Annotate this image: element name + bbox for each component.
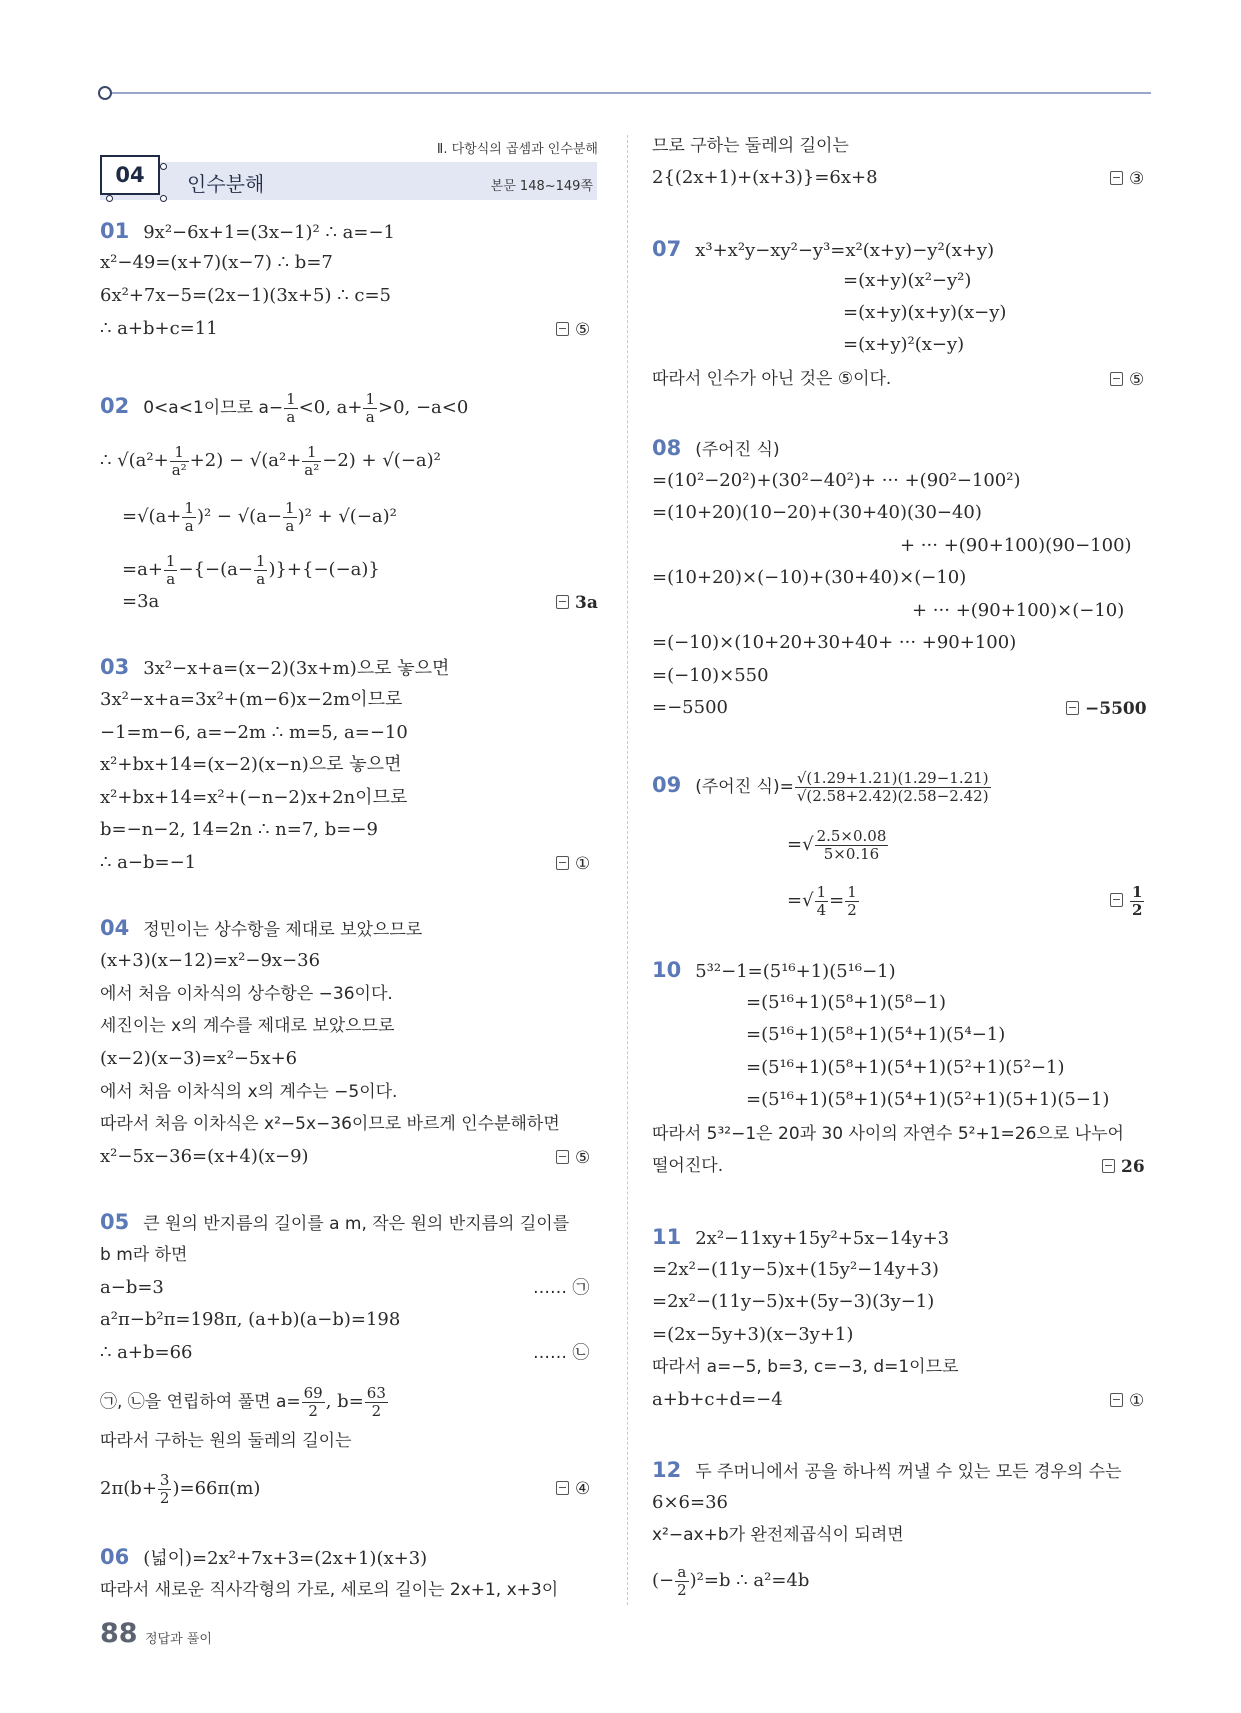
problem-10-line-2: =(5¹⁶+1)(5⁸+1)(5⁸−1)	[746, 992, 947, 1013]
problem-01-line-3: 6x²+7x−5=(2x−1)(3x+5) ∴ c=5	[100, 285, 391, 306]
problem-07-line-5: 따라서 인수가 아닌 것은 ⑤이다.	[652, 369, 892, 389]
problem-12-line-3: x²−ax+b가 완전제곱식이 되려면	[652, 1525, 904, 1545]
problem-02-answer: 3a	[556, 591, 598, 615]
problem-05-line-6: ㉠, ㉡을 연립하여 풀면 a= $\frac{69}{2}$ , b= $\frac{63}{2}$	[100, 1384, 386, 1420]
problem-10-line-3: =(5¹⁶+1)(5⁸+1)(5⁴+1)(5⁴−1)	[746, 1024, 1006, 1045]
problem-09-line-2: =√ $\frac{2.5\times 0.08}{5\times 0.16}$	[787, 827, 887, 863]
section-number-dot	[160, 163, 167, 170]
problem-01-line-1: 01 9x²−6x+1=(3x−1)² ∴ a=−1	[100, 219, 395, 243]
problem-05-line-1: 05 큰 원의 반지름의 길이를 a m, 작은 원의 반지름의 길이를	[100, 1210, 570, 1234]
problem-05-line-4: a²π−b²π=198π, (a+b)(a−b)=198	[100, 1309, 401, 1330]
answer-icon	[556, 1150, 569, 1164]
problem-05-line-5: ∴ a+b=66	[100, 1342, 193, 1363]
answer-icon	[1110, 171, 1123, 185]
problem-01-line-2: x²−49=(x+7)(x−7) ∴ b=7	[100, 252, 333, 273]
answer-icon	[1110, 1393, 1123, 1407]
problem-06-line-2: 따라서 새로운 직사각형의 가로, 세로의 길이는 2x+1, x+3이	[100, 1580, 559, 1600]
problem-03-answer: ①	[556, 852, 590, 876]
problem-05-line-3: a−b=3	[100, 1277, 164, 1298]
problem-01-line-4: ∴ a+b+c=11	[100, 318, 218, 339]
chapter-title: Ⅱ. 다항식의 곱셈과 인수분해	[436, 142, 598, 157]
problem-04-line-8: x²−5x−36=(x+4)(x−9)	[100, 1146, 309, 1167]
problem-09-answer: $\frac{1}{2}$	[1110, 884, 1145, 918]
answer-icon	[556, 595, 569, 609]
problem-08-line-2: =(10²−20²)+(30²−40²)+ ··· +(90²−100²)	[652, 470, 1021, 491]
problem-11-line-2: =2x²−(11y−5)x+(15y²−14y+3)	[652, 1259, 939, 1280]
problem-05-line-7: 따라서 구하는 원의 둘레의 길이는	[100, 1431, 352, 1451]
problem-07-line-3: =(x+y)(x+y)(x−y)	[843, 302, 1007, 323]
problem-11-line-6: a+b+c+d=−4	[652, 1389, 783, 1410]
problem-09-line-3: =√ $\frac{1}{4}$ = $\frac{1}{2}$	[787, 883, 857, 919]
problem-02-line-1: 02 0<a<1이므로 a− $\frac{1}{a}$ <0, a+ $\frac{1}{a}$ >0, −a<0	[100, 390, 469, 426]
section-title: 인수분해	[187, 172, 265, 196]
answer-icon	[1110, 372, 1123, 386]
answer-icon	[556, 1481, 569, 1495]
problem-06-line-1: 06 (넓이)=2x²+7x+3=(2x+1)(x+3)	[100, 1545, 428, 1569]
problem-03-line-3: −1=m−6, a=−2m ∴ m=5, a=−10	[100, 722, 408, 743]
problem-10-line-5: =(5¹⁶+1)(5⁸+1)(5⁴+1)(5²+1)(5+1)(5−1)	[746, 1089, 1110, 1110]
problem-11-line-4: =(2x−5y+3)(x−3y+1)	[652, 1324, 854, 1345]
answer-icon	[1110, 893, 1123, 907]
problem-04-line-1: 04 정민이는 상수항을 제대로 보았으므로	[100, 916, 423, 940]
top-rule	[104, 92, 1151, 94]
problem-04-line-6: 에서 처음 이차식의 x의 계수는 −5이다.	[100, 1082, 398, 1102]
problem-07-answer: ⑤	[1110, 368, 1144, 392]
problem-03-line-2: 3x²−x+a=3x²+(m−6)x−2m이므로	[100, 689, 403, 710]
column-separator	[627, 135, 628, 1605]
problem-10-line-4: =(5¹⁶+1)(5⁸+1)(5⁴+1)(5²+1)(5²−1)	[746, 1057, 1065, 1078]
problem-10-line-6: 따라서 5³²−1은 20과 30 사이의 자연수 5²+1=26으로 나누어	[652, 1124, 1124, 1144]
answer-icon	[1102, 1159, 1115, 1173]
problem-08-line-5: =(10+20)×(−10)+(30+40)×(−10)	[652, 567, 967, 588]
problem-06-cont-line-2: 2{(2x+1)+(x+3)}=6x+8	[652, 167, 878, 188]
problem-07-line-1: 07 x³+x²y−xy²−y³=x²(x+y)−y²(x+y)	[652, 237, 995, 261]
problem-04-line-5: (x−2)(x−3)=x²−5x+6	[100, 1048, 298, 1069]
problem-05-answer: ④	[556, 1477, 590, 1501]
problem-05-line-2: b m라 하면	[100, 1245, 188, 1265]
problem-11-line-5: 따라서 a=−5, b=3, c=−3, d=1이므로	[652, 1357, 959, 1377]
problem-08-line-7: =(−10)×(10+20+30+40+ ··· +90+100)	[652, 632, 1017, 653]
problem-10-line-7: 떨어진다.	[652, 1156, 724, 1176]
problem-04-line-3: 에서 처음 이차식의 상수항은 −36이다.	[100, 984, 393, 1004]
problem-11-line-3: =2x²−(11y−5)x+(5y−3)(3y−1)	[652, 1291, 935, 1312]
problem-03-line-1: 03 3x²−x+a=(x−2)(3x+m)으로 놓으면	[100, 655, 450, 679]
problem-03-line-5: x²+bx+14=x²+(−n−2)x+2n이므로	[100, 787, 408, 808]
section-number-dot	[106, 195, 113, 202]
problem-12-line-2: 6×6=36	[652, 1492, 728, 1513]
problem-10-answer: 26	[1102, 1155, 1145, 1179]
problem-02-line-3: =√(a+ $\frac{1}{a}$ )² − √(a− $\frac{1}{a}$ )² + √(−a)²	[122, 499, 397, 535]
answer-icon	[556, 322, 569, 336]
problem-07-line-4: =(x+y)²(x−y)	[843, 334, 965, 355]
problem-08-answer: −5500	[1066, 697, 1147, 721]
problem-04-line-7: 따라서 처음 이차식은 x²−5x−36이므로 바르게 인수분해하면	[100, 1114, 560, 1134]
equation-marker-1: …… ㉠	[533, 1278, 590, 1298]
problem-11-answer: ①	[1110, 1389, 1144, 1413]
equation-marker-2: …… ㉡	[533, 1343, 590, 1363]
problem-08-line-1: 08 (주어진 식)	[652, 436, 780, 460]
top-rule-dot	[98, 86, 112, 100]
problem-06-answer: ③	[1110, 167, 1144, 191]
problem-01-answer: ⑤	[556, 318, 590, 342]
problem-04-line-4: 세진이는 x의 계수를 제대로 보았으므로	[100, 1016, 395, 1036]
problem-08-line-8: =(−10)×550	[652, 665, 769, 686]
answer-icon	[1066, 701, 1079, 715]
problem-04-answer: ⑤	[556, 1146, 590, 1170]
problem-12-line-1: 12 두 주머니에서 공을 하나씩 꺼낼 수 있는 모든 경우의 수는	[652, 1458, 1122, 1482]
problem-08-line-4: + ··· +(90+100)(90−100)	[900, 535, 1132, 556]
problem-number: 01	[100, 219, 130, 243]
problem-02-line-2: ∴ √(a²+ $\frac{1}{\text{a²}}$ +2) − √(a²+ $\frac{1}{\text{a²}}$ −2) + √(−a)²	[100, 443, 441, 479]
problem-08-line-9: =−5500	[652, 697, 728, 718]
problem-02-line-5: =3a	[122, 591, 160, 612]
problem-05-line-8: 2π(b+ $\frac{3}{2}$ )=66π(m)	[100, 1471, 261, 1507]
problem-09-line-1: 09 (주어진 식)= $\frac{√(1.29+1.21)(1.29-1.21)}{√(2.58+2.42)(2.58-2.42)}$	[652, 769, 989, 805]
problem-02-line-4: =a+ $\frac{1}{a}$ −{−(a− $\frac{1}{a}$ )}+{−(−a)}	[122, 552, 380, 588]
problem-07-line-2: =(x+y)(x²−y²)	[843, 270, 972, 291]
problem-04-line-2: (x+3)(x−12)=x²−9x−36	[100, 950, 321, 971]
problem-08-line-6: + ··· +(90+100)×(−10)	[912, 600, 1125, 621]
section-number-dot	[160, 195, 167, 202]
section-page-reference: 본문 148~149쪽	[490, 179, 593, 194]
answer-icon	[556, 856, 569, 870]
problem-03-line-7: ∴ a−b=−1	[100, 852, 197, 873]
problem-11-line-1: 11 2x²−11xy+15y²+5x−14y+3	[652, 1225, 950, 1249]
problem-08-line-3: =(10+20)(10−20)+(30+40)(30−40)	[652, 502, 982, 523]
page-number: 88	[100, 1618, 138, 1649]
problem-03-line-6: b=−n−2, 14=2n ∴ n=7, b=−9	[100, 819, 378, 840]
problem-12-line-4: (− $\frac{a}{2}$ )²=b ∴ a²=4b	[652, 1563, 810, 1599]
section-number: 04	[100, 155, 160, 195]
page-label: 정답과 풀이	[145, 1632, 212, 1647]
problem-10-line-1: 10 5³²−1=(5¹⁶+1)(5¹⁶−1)	[652, 958, 896, 982]
problem-06-cont-line-1: 므로 구하는 둘레의 길이는	[652, 136, 849, 156]
problem-03-line-4: x²+bx+14=(x−2)(x−n)으로 놓으면	[100, 754, 402, 775]
